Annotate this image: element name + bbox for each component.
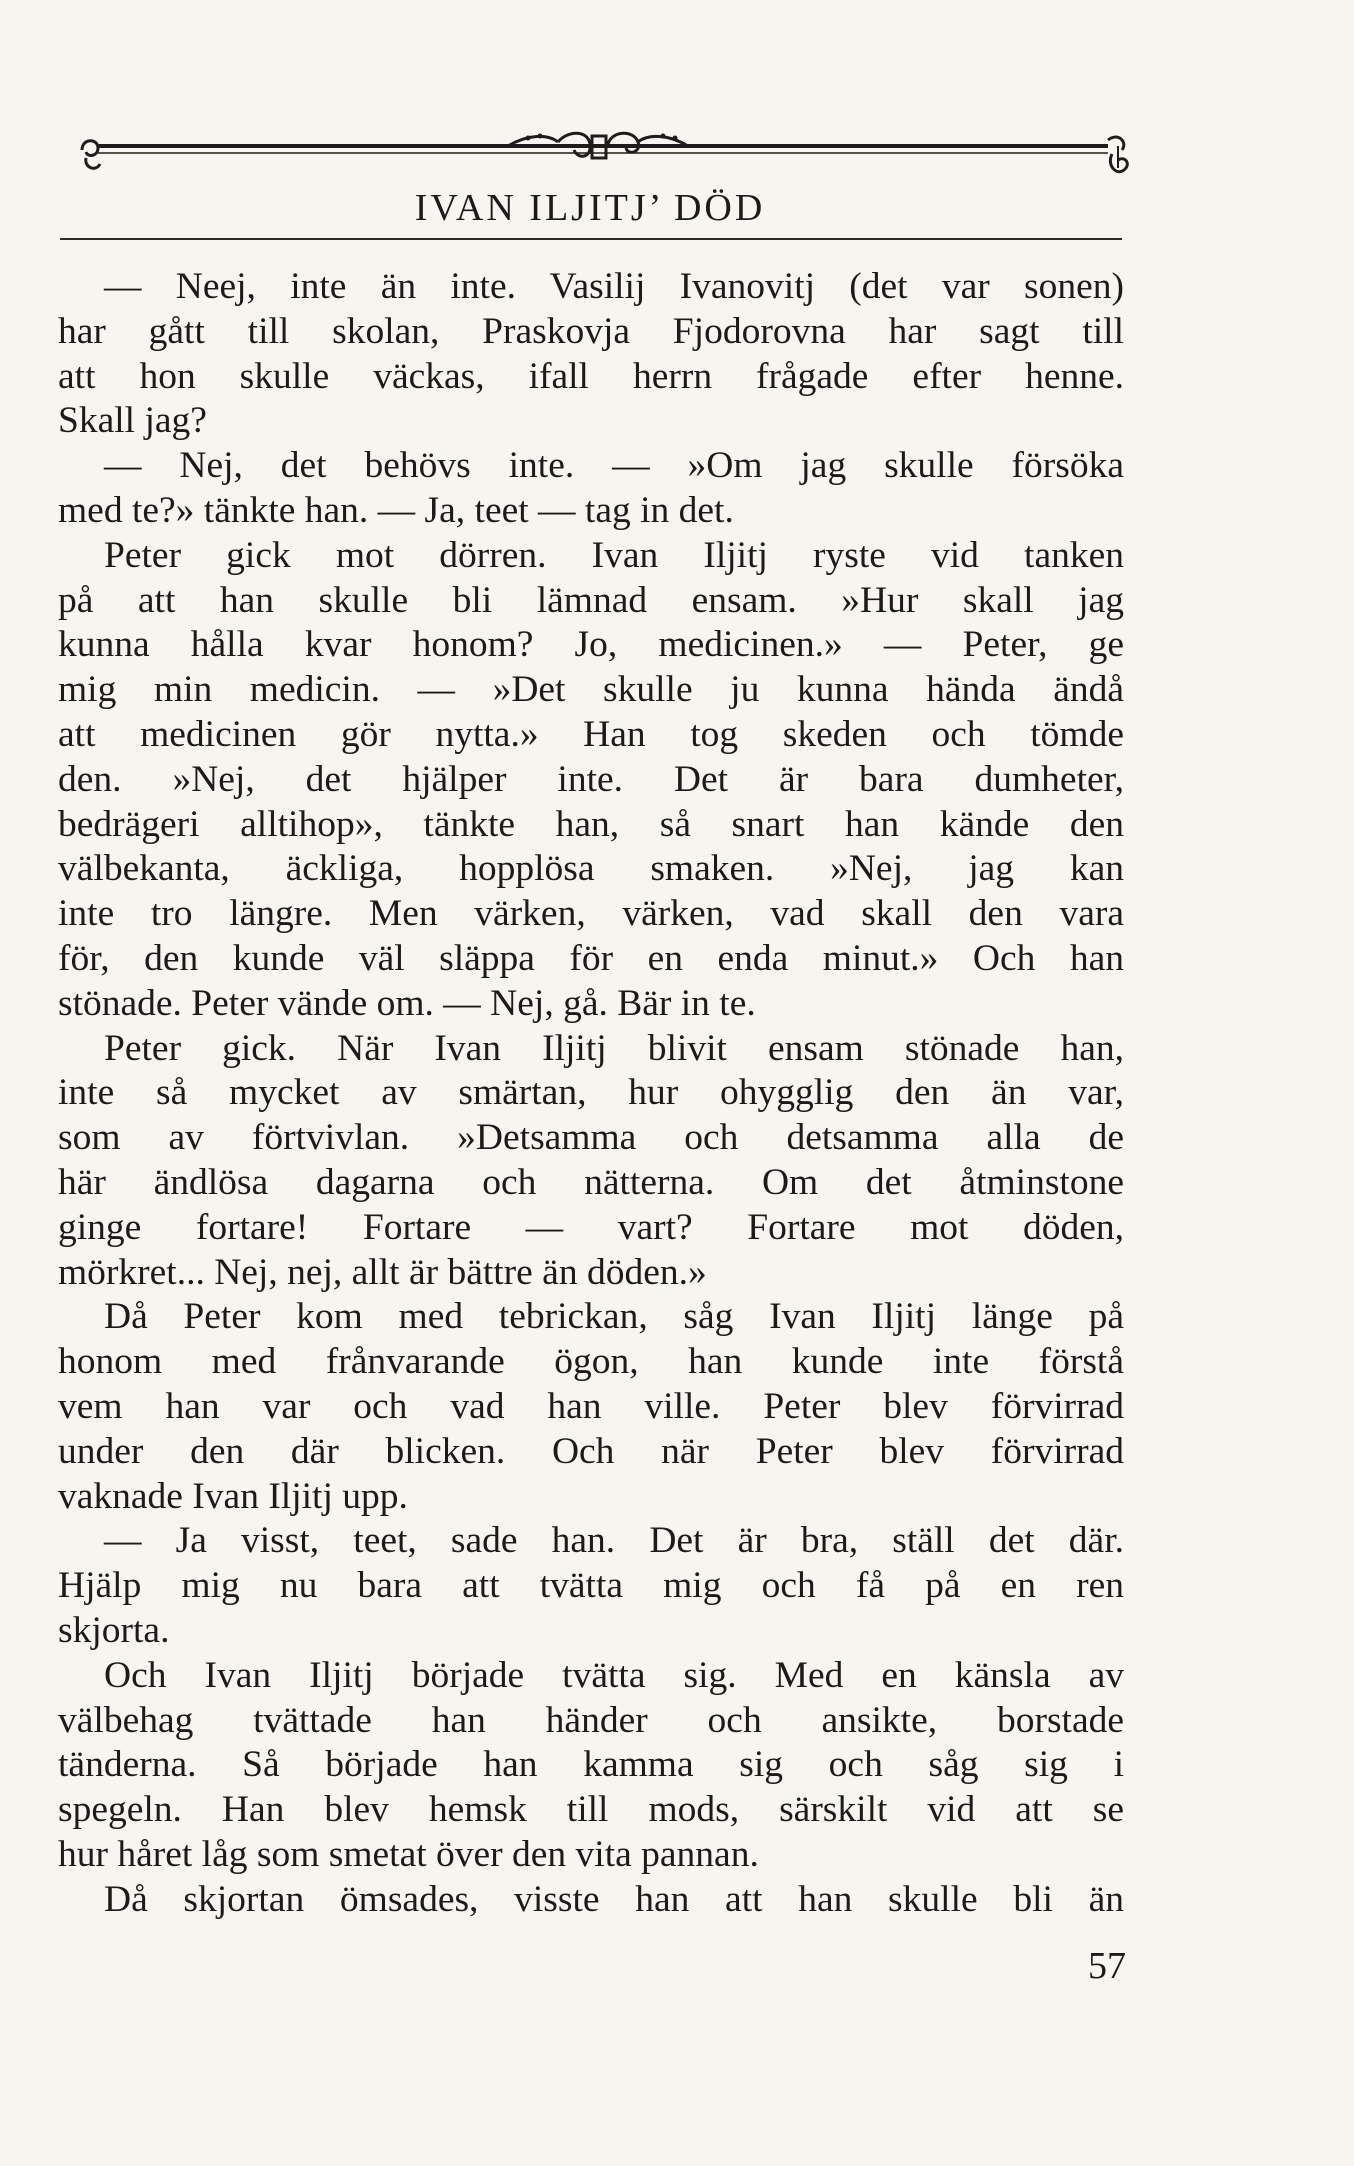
text-line: välbekanta, äckliga, hopplösa smaken. »Nej, jag kan bbox=[58, 848, 1124, 890]
text-line: bedrägeri alltihop», tänkte han, så snart han kände den bbox=[58, 803, 1124, 845]
text-line: har gått till skolan, Praskovja Fjodorovna har sagt till bbox=[58, 310, 1124, 352]
text-line: — Nej, det behövs inte. — »Om jag skulle försöka bbox=[104, 445, 1124, 487]
text-line: Och Ivan Iljitj började tvätta sig. Med en känsla av bbox=[104, 1654, 1124, 1696]
text-line: ginge fortare! Fortare — vart? Fortare mot döden, bbox=[58, 1206, 1124, 1248]
text-line: Då skjortan ömsades, visste han att han skulle bli än bbox=[104, 1878, 1124, 1920]
page-number: 57 bbox=[1088, 1945, 1126, 1987]
text-line: inte så mycket av smärtan, hur ohygglig den än var, bbox=[58, 1072, 1124, 1114]
text-line: kunna hålla kvar honom? Jo, medicinen.» — Peter, ge bbox=[58, 624, 1124, 666]
text-line: vem han var och vad han ville. Peter blev förvirrad bbox=[58, 1385, 1124, 1427]
text-line: honom med frånvarande ögon, han kunde inte förstå bbox=[58, 1341, 1124, 1383]
text-line: tänderna. Så började han kamma sig och såg sig i bbox=[58, 1744, 1124, 1786]
text-line: skjorta. bbox=[58, 1609, 170, 1651]
text-line: inte tro längre. Men värken, värken, vad skall den vara bbox=[58, 893, 1124, 935]
text-line: — Ja visst, teet, sade han. Det är bra, ställ det där. bbox=[104, 1520, 1124, 1562]
text-line: Skall jag? bbox=[58, 400, 207, 442]
header-rule bbox=[60, 238, 1122, 240]
text-line: Peter gick. När Ivan Iljitj blivit ensam stönade han, bbox=[104, 1027, 1124, 1069]
text-line: Peter gick mot dörren. Ivan Iljitj ryste vid tanken bbox=[104, 534, 1124, 576]
text-line: — Neej, inte än inte. Vasilij Ivanovitj (det var sonen) bbox=[104, 266, 1124, 307]
body-text bbox=[58, 265, 1124, 1922]
text-line: här ändlösa dagarna och nätterna. Om det åtminstone bbox=[58, 1161, 1124, 1203]
text-line: den. »Nej, det hjälper inte. Det är bara dumheter, bbox=[58, 758, 1124, 800]
text-line: vaknade Ivan Iljitj upp. bbox=[58, 1475, 408, 1517]
text-line: på att han skulle bli lämnad ensam. »Hur skall jag bbox=[58, 579, 1124, 621]
text-line: spegeln. Han blev hemsk till mods, särskilt vid att se bbox=[58, 1789, 1124, 1831]
text-line: hur håret låg som smetat över den vita pannan. bbox=[58, 1833, 759, 1875]
running-head: IVAN ILJITJ’ DÖD bbox=[414, 187, 766, 229]
text-line: Då Peter kom med tebrickan, såg Ivan Iljitj länge på bbox=[104, 1296, 1124, 1338]
text-line: mörkret... Nej, nej, allt är bättre än döden.» bbox=[58, 1251, 707, 1293]
text-line: välbehag tvättade han händer och ansikte, borstade bbox=[58, 1699, 1124, 1741]
text-line: under den där blicken. Och när Peter blev förvirrad bbox=[58, 1430, 1124, 1472]
text-line: stönade. Peter vände om. — Nej, gå. Bär in te. bbox=[58, 982, 756, 1024]
text-line: att medicinen gör nytta.» Han tog skeden och tömde bbox=[58, 713, 1124, 755]
decorative-header-ornament bbox=[78, 128, 1130, 184]
text-line: Hjälp mig nu bara att tvätta mig och få på en ren bbox=[58, 1565, 1124, 1607]
text-line: med te?» tänkte han. — Ja, teet — tag in det. bbox=[58, 489, 734, 531]
text-line: att hon skulle väckas, ifall herrn frågade efter henne. bbox=[58, 355, 1124, 397]
text-line: för, den kunde väl släppa för en enda minut.» Och han bbox=[58, 937, 1124, 979]
text-line: som av förtvivlan. »Detsamma och detsamma alla de bbox=[58, 1117, 1124, 1159]
text-line: mig min medicin. — »Det skulle ju kunna hända ändå bbox=[58, 669, 1124, 711]
